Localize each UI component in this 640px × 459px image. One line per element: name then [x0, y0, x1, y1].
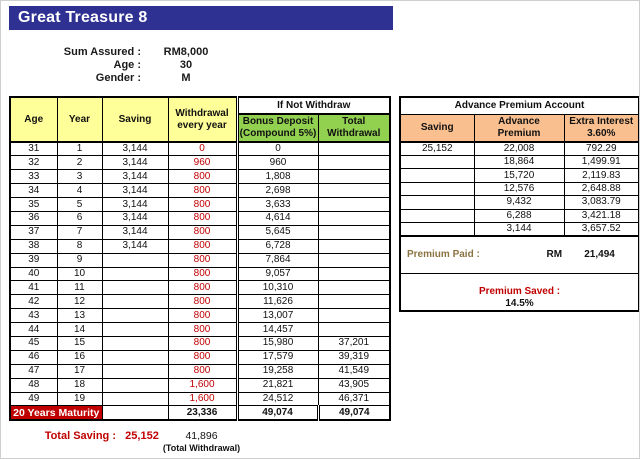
bonus-deposit-column-header: Bonus Deposit (Compound 5%)	[237, 114, 318, 142]
table-cell: 10	[57, 267, 102, 281]
table-cell: 3,144	[102, 184, 168, 198]
table-cell: 4	[57, 184, 102, 198]
table-cell: 3,144	[474, 222, 564, 236]
table-cell: 2,698	[237, 184, 318, 198]
table-cell: 21,821	[237, 378, 318, 392]
table-header-row	[10, 97, 390, 114]
table-row	[400, 209, 639, 222]
table-cell: 800	[168, 295, 237, 309]
ap-saving-column-header: Saving	[400, 114, 474, 142]
table-cell	[400, 156, 474, 169]
age-column-header: Age	[10, 97, 57, 142]
table-cell	[318, 225, 390, 239]
table-cell: 8	[57, 239, 102, 253]
total-withdrawal-value: 41,896	[185, 430, 218, 442]
sum-assured-value: RM8,000	[163, 45, 209, 58]
table-cell: 39	[10, 253, 57, 267]
table-cell: 3,083.79	[564, 196, 639, 209]
premium-paid-value: 21,494	[584, 248, 615, 260]
table-cell: 12,576	[474, 182, 564, 195]
table-cell: 24,512	[237, 392, 318, 406]
table-cell	[318, 239, 390, 253]
premium-paid-label: Premium Paid :	[407, 248, 480, 260]
total-withdrawal-caption: (Total Withdrawal)	[162, 443, 241, 453]
table-cell	[400, 209, 474, 222]
table-cell: 34	[10, 184, 57, 198]
table-cell: 40	[10, 267, 57, 281]
table-cell	[400, 182, 474, 195]
table-cell: 800	[168, 364, 237, 378]
table-row	[10, 364, 390, 378]
table-cell: 14	[57, 323, 102, 337]
table-cell: 32	[10, 156, 57, 170]
table-cell: 960	[168, 156, 237, 170]
table-cell: 800	[168, 281, 237, 295]
table-cell	[318, 295, 390, 309]
table-cell	[102, 350, 168, 364]
table-cell: 6,728	[237, 239, 318, 253]
table-cell: 3,421.18	[564, 209, 639, 222]
table-cell	[102, 309, 168, 323]
table-cell: 13	[57, 309, 102, 323]
premium-paid-row	[400, 236, 639, 274]
table-row	[10, 198, 390, 212]
title-banner	[9, 6, 393, 30]
table-cell: 13,007	[237, 309, 318, 323]
advance-premium-title-row	[400, 97, 639, 114]
table-cell: 41	[10, 281, 57, 295]
table-row	[10, 378, 390, 392]
table-row	[400, 142, 639, 156]
table-cell: 800	[168, 336, 237, 350]
table-cell: 792.29	[564, 142, 639, 156]
maturity-row	[10, 406, 390, 420]
table-cell: 10,310	[237, 281, 318, 295]
table-cell: 3,144	[102, 225, 168, 239]
table-cell: 800	[168, 184, 237, 198]
table-cell: 15,720	[474, 169, 564, 182]
table-cell: 1,808	[237, 170, 318, 184]
maturity-bonus-cell: 49,074	[237, 406, 318, 420]
table-cell	[102, 323, 168, 337]
table-cell	[318, 184, 390, 198]
table-row	[10, 156, 390, 170]
age-row	[31, 58, 231, 71]
table-cell: 15	[57, 336, 102, 350]
table-row	[10, 309, 390, 323]
table-cell: 3,144	[102, 211, 168, 225]
table-cell: 800	[168, 170, 237, 184]
table-cell	[318, 323, 390, 337]
sum-assured-label: Sum Assured :	[63, 45, 141, 58]
table-cell: 35	[10, 198, 57, 212]
table-cell	[318, 309, 390, 323]
table-cell: 18,864	[474, 156, 564, 169]
table-cell	[318, 253, 390, 267]
table-cell: 3,144	[102, 239, 168, 253]
table-cell: 9	[57, 253, 102, 267]
table-cell	[318, 156, 390, 170]
table-row	[10, 239, 390, 253]
table-cell: 4,614	[237, 211, 318, 225]
table-cell	[102, 392, 168, 406]
age-label: Age :	[113, 58, 141, 71]
gender-row	[31, 71, 231, 84]
premium-saved-value: 14.5%	[505, 297, 534, 309]
table-cell: 15,980	[237, 336, 318, 350]
table-cell: 33	[10, 170, 57, 184]
maturity-total-cell: 49,074	[318, 406, 390, 420]
table-cell	[102, 378, 168, 392]
table-cell: 31	[10, 142, 57, 156]
premium-paid-cell	[400, 236, 639, 274]
table-cell	[400, 196, 474, 209]
policy-info-block	[31, 45, 231, 84]
table-cell: 41,549	[318, 364, 390, 378]
table-cell: 5	[57, 198, 102, 212]
table-row	[400, 196, 639, 209]
table-cell: 1,600	[168, 392, 237, 406]
ap-advance-premium-column-header: Advance Premium	[474, 114, 564, 142]
premium-paid-currency: RM	[546, 248, 563, 260]
table-cell: 19	[57, 392, 102, 406]
table-cell	[102, 281, 168, 295]
table-cell: 800	[168, 211, 237, 225]
table-cell: 14,457	[237, 323, 318, 337]
total-withdrawal-column-header: Total Withdrawal	[318, 114, 390, 142]
table-cell: 6,288	[474, 209, 564, 222]
table-cell	[318, 211, 390, 225]
table-cell: 1	[57, 142, 102, 156]
table-cell: 5,645	[237, 225, 318, 239]
table-cell: 800	[168, 253, 237, 267]
table-row	[10, 323, 390, 337]
table-cell: 44	[10, 323, 57, 337]
table-cell: 48	[10, 378, 57, 392]
table-cell: 2,119.83	[564, 169, 639, 182]
table-cell: 9,432	[474, 196, 564, 209]
table-cell	[318, 281, 390, 295]
table-cell	[400, 169, 474, 182]
table-row	[10, 281, 390, 295]
table-cell: 39,319	[318, 350, 390, 364]
table-cell: 800	[168, 323, 237, 337]
table-cell: 1,600	[168, 378, 237, 392]
table-cell: 25,152	[400, 142, 474, 156]
table-cell: 37	[10, 225, 57, 239]
total-saving-value: 25,152	[125, 430, 159, 442]
table-cell: 800	[168, 309, 237, 323]
table-cell: 12	[57, 295, 102, 309]
table-cell	[318, 198, 390, 212]
table-cell: 800	[168, 198, 237, 212]
if-not-withdraw-header: If Not Withdraw	[237, 97, 390, 114]
table-cell	[318, 170, 390, 184]
table-cell: 11,626	[237, 295, 318, 309]
table-row	[10, 350, 390, 364]
table-cell: 960	[237, 156, 318, 170]
table-cell: 49	[10, 392, 57, 406]
table-cell: 7	[57, 225, 102, 239]
table-row	[10, 267, 390, 281]
table-cell: 9,057	[237, 267, 318, 281]
table-cell	[102, 267, 168, 281]
table-cell: 2,648.88	[564, 182, 639, 195]
table-cell: 6	[57, 211, 102, 225]
maturity-saving-cell	[102, 406, 168, 420]
table-row	[10, 295, 390, 309]
age-value: 30	[179, 58, 193, 71]
table-cell: 19,258	[237, 364, 318, 378]
table-cell: 38	[10, 239, 57, 253]
advance-premium-table	[399, 96, 640, 312]
advance-premium-subheader-row	[400, 114, 639, 142]
maturity-label: 20 Years Maturity	[10, 406, 102, 420]
table-cell: 7,864	[237, 253, 318, 267]
table-cell	[102, 336, 168, 350]
sum-assured-row	[31, 45, 231, 58]
table-cell	[102, 295, 168, 309]
saving-column-header: Saving	[102, 97, 168, 142]
table-row	[400, 182, 639, 195]
total-saving-label: Total Saving :	[44, 430, 116, 442]
table-cell: 46,371	[318, 392, 390, 406]
table-row	[10, 211, 390, 225]
table-cell: 17,579	[237, 350, 318, 364]
table-cell	[318, 142, 390, 156]
table-cell: 43,905	[318, 378, 390, 392]
table-cell: 1,499.91	[564, 156, 639, 169]
table-cell: 46	[10, 350, 57, 364]
table-cell: 47	[10, 364, 57, 378]
table-cell: 800	[168, 350, 237, 364]
table-row	[10, 184, 390, 198]
maturity-withdrawal-cell: 23,336	[168, 406, 237, 420]
table-cell: 17	[57, 364, 102, 378]
table-cell: 16	[57, 350, 102, 364]
table-cell: 800	[168, 267, 237, 281]
table-row	[400, 222, 639, 236]
withdrawal-table	[9, 96, 391, 421]
table-cell: 37,201	[318, 336, 390, 350]
table-cell: 11	[57, 281, 102, 295]
table-cell: 36	[10, 211, 57, 225]
advance-premium-title: Advance Premium Account	[400, 97, 639, 114]
gender-label: Gender :	[95, 71, 141, 84]
table-cell: 0	[237, 142, 318, 156]
table-cell: 3,144	[102, 170, 168, 184]
premium-saved-cell	[400, 273, 639, 311]
table-row	[400, 169, 639, 182]
table-cell: 800	[168, 225, 237, 239]
year-column-header: Year	[57, 97, 102, 142]
table-cell	[102, 253, 168, 267]
table-cell: 3,144	[102, 156, 168, 170]
gender-value: M	[181, 71, 191, 84]
table-cell: 22,008	[474, 142, 564, 156]
table-cell: 3,633	[237, 198, 318, 212]
table-cell: 18	[57, 378, 102, 392]
table-cell	[318, 267, 390, 281]
withdrawal-column-header: Withdrawal every year	[168, 97, 237, 142]
table-cell: 45	[10, 336, 57, 350]
table-row	[10, 336, 390, 350]
table-cell: 42	[10, 295, 57, 309]
table-cell: 3,144	[102, 142, 168, 156]
table-row	[10, 253, 390, 267]
table-cell: 3,144	[102, 198, 168, 212]
ap-extra-interest-column-header: Extra Interest 3.60%	[564, 114, 639, 142]
table-cell: 800	[168, 239, 237, 253]
table-cell: 2	[57, 156, 102, 170]
premium-saved-row	[400, 273, 639, 311]
table-cell: 43	[10, 309, 57, 323]
premium-saved-label: Premium Saved :	[478, 285, 561, 297]
table-row	[10, 392, 390, 406]
table-row	[10, 170, 390, 184]
table-cell: 3,657.52	[564, 222, 639, 236]
table-cell: 0	[168, 142, 237, 156]
page-title: Great Treasure 8	[18, 9, 148, 26]
table-cell: 3	[57, 170, 102, 184]
table-row	[10, 225, 390, 239]
table-row	[10, 142, 390, 156]
table-row	[400, 156, 639, 169]
table-cell	[102, 364, 168, 378]
table-cell	[400, 222, 474, 236]
